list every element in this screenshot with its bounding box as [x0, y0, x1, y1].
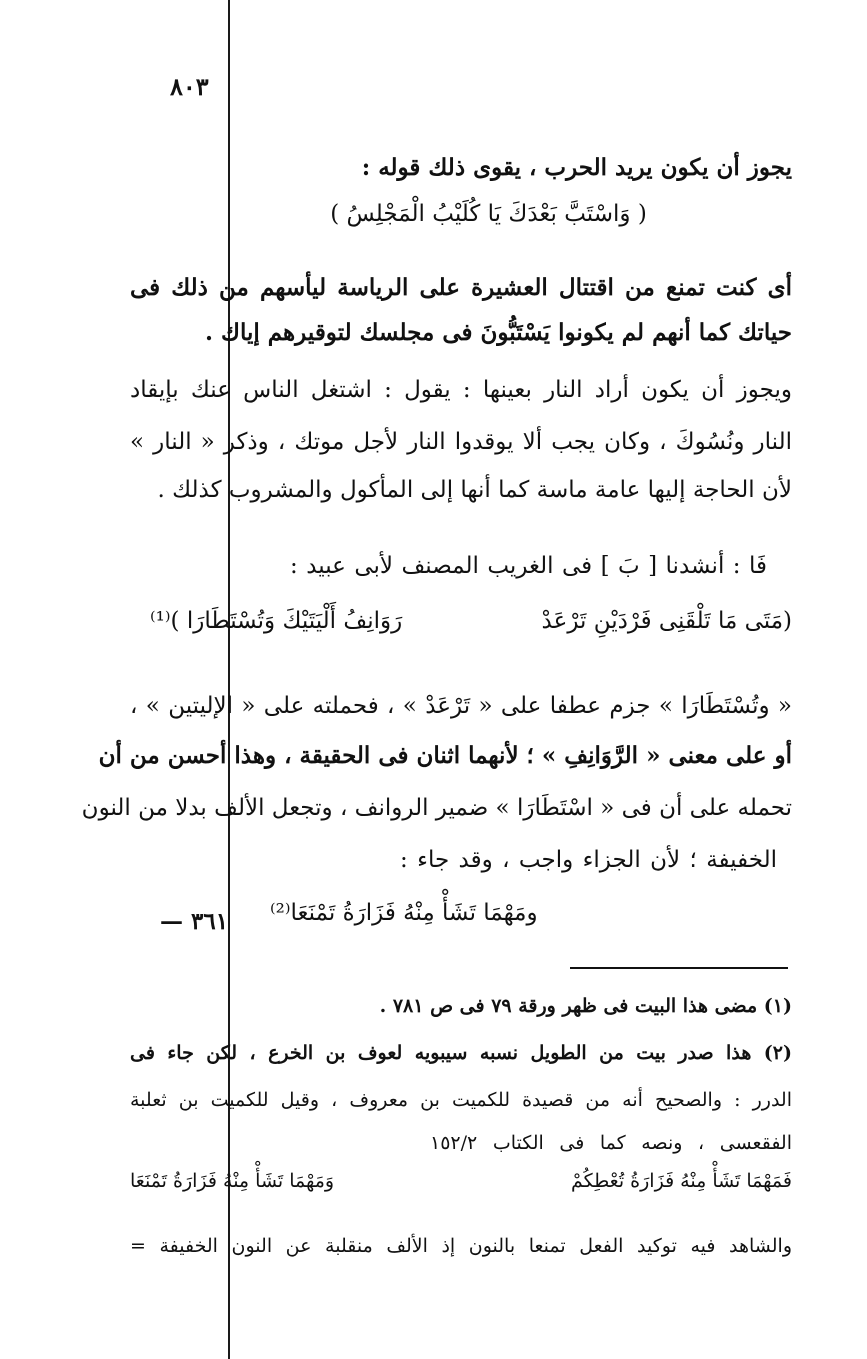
verse-first-hemistich: (مَتَى مَا تَلْقَنِى فَرْدَيْنِ تَرْعَدْ: [541, 608, 792, 634]
text-line-11: أو على معنى « الرَّوَانِفِ » ؛ لأنهما اثنان فى الحقيقة ، وهذا أحسن من أن: [98, 742, 792, 769]
page-fold-line: [228, 0, 230, 1359]
footnote-separator: [570, 967, 788, 969]
verse-quote: ( وَاسْتَبَّ بَعْدَكَ يَا كُلَيْبُ الْمَجْلِسُ ): [330, 201, 647, 227]
footnote-2-verse-first: فَمَهْمَا تَشَأْ مِنْهُ فَزَارَةُ تُعْطِكُمْ: [570, 1170, 792, 1192]
footnote-2-line-1: (٢) هذا صدر بيت من الطويل نسبه سيبويه لعوف بن الخرع ، لكن جاء فى: [130, 1042, 792, 1064]
text-line-10: « وتُسْتَطَارَا » جزم عطفا على « تَرْعَدْ » ، فحملته على « الإليتين » ،: [130, 693, 792, 719]
footnote-2-line-5: والشاهد فيه توكيد الفعل تمنعا بالنون إذ الألف منقلبة عن النون الخفيفة =: [130, 1235, 792, 1257]
footnote-2-line-3: الفقعسى ، ونصه كما فى الكتاب ١٥٢/٢: [430, 1132, 792, 1154]
text-line-13: الخفيفة ؛ لأن الجزاء واجب ، وقد جاء :: [400, 847, 777, 873]
text-line-6: النار ونُسُوكَ ، وكان يجب ألا يوقدوا النار لأجل موتك ، وذكر « النار »: [130, 429, 792, 455]
footnote-2-verse-second: وَمَهْمَا تَشَأْ مِنْهُ فَزَارَةُ تَمْنَعَا: [130, 1170, 335, 1192]
verse-number: ٣٦١ —: [160, 908, 229, 935]
text-line-7: لأن الحاجة إليها عامة ماسة كما أنها إلى المأكول والمشروب كذلك .: [157, 477, 792, 503]
verse-second-hemistich: رَوَانِفُ أَلْيَتَيْكَ وَتُسْتَطَارَا )⁽¹⁾: [150, 608, 403, 634]
footnote-2-line-2: الدرر : والصحيح أنه من قصيدة للكميت بن معروف ، وقيل للكميت بن ثعلبة: [130, 1089, 792, 1111]
text-line-5: ويجوز أن يكون أراد النار بعينها : يقول : اشتغل الناس عنك بإيقاد: [130, 377, 792, 403]
text-line-8: فَا : أنشدنا [ بَ ] فى الغريب المصنف لأبى عبيد :: [290, 553, 767, 579]
verse-361: ومَهْمَا تَشَأْ مِنْهُ فَزَارَةُ تَمْنَعَا⁽²⁾: [270, 900, 538, 926]
text-line-1: يجوز أن يكون يريد الحرب ، يقوى ذلك قوله :: [361, 154, 792, 181]
text-line-4: حياتك كما أنهم لم يكونوا يَسْتَبُّونَ فى مجلسك لتوقيرهم إياك .: [204, 319, 792, 346]
text-line-12: تحمله على أن فى « اسْتَطَارَا » ضمير الروانف ، وتجعل الألف بدلا من النون: [81, 795, 792, 821]
text-line-3: أى كنت تمنع من اقتتال العشيرة على الرياسة ليأسهم من ذلك فى: [130, 274, 792, 301]
footnote-1: (١) مضى هذا البيت فى ظهر ورقة ٧٩ فى ص ٧٨١ .: [379, 995, 792, 1017]
page-number: ٨٠٣: [170, 72, 209, 101]
